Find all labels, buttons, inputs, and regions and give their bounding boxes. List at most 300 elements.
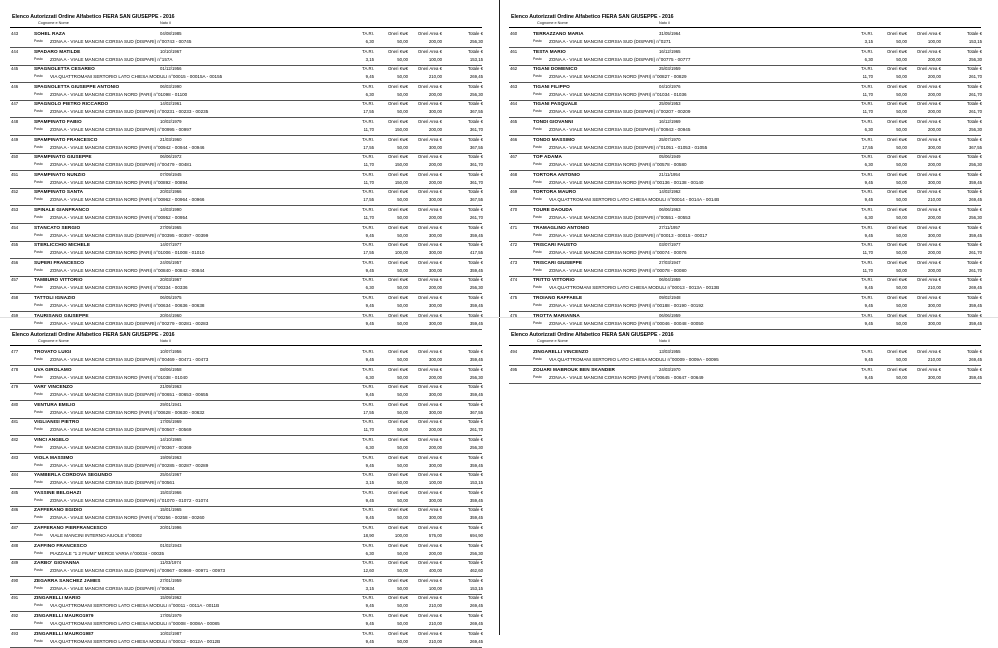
entry-number: 486 [11, 507, 19, 513]
birth-date: 25/07/1970 [659, 136, 681, 142]
oneri-kw-label: Oneri Kw€ [387, 83, 408, 89]
ta-value: 9,45 [365, 357, 374, 362]
post-label: Posto [34, 445, 43, 449]
oneri-kw-label: Oneri Kw€ [387, 48, 408, 54]
ta-label: TA.RI. [362, 419, 374, 425]
ta-value: 9,45 [365, 497, 374, 503]
oneri-area-label: Oneri Area € [417, 66, 442, 72]
ta-label: TA.RI. [362, 154, 374, 160]
post-label: Posto [34, 127, 43, 131]
post-label: Posto [34, 320, 43, 325]
birth-date: 25/03/1959 [659, 66, 681, 72]
ta-value: 6,30 [864, 127, 873, 132]
ta-label: TA.RI. [861, 224, 873, 230]
total-value: 361,70 [469, 162, 483, 168]
oneri-area-value: 200,00 [927, 250, 941, 256]
entry-number: 448 [11, 119, 19, 124]
holder-name: TIGANI PASQUALE [533, 101, 578, 107]
oneri-kw-label: Oneri Kw€ [387, 277, 408, 283]
entry-number: 456 [11, 259, 19, 265]
ta-value: 3,15 [365, 480, 374, 486]
holder-name: ZINGARELLI VINCENZO [533, 349, 589, 354]
total-label: Totale € [966, 366, 982, 372]
birth-date: 06/06/1972 [160, 154, 182, 160]
oneri-kw-value: 50,00 [397, 197, 408, 203]
oneri-area-label: Oneri Area € [417, 277, 442, 283]
entry-number: 443 [11, 31, 19, 36]
birth-date: 21/09/1963 [160, 384, 182, 390]
total-value: 462,60 [469, 568, 483, 574]
entry-number: 452 [11, 189, 19, 195]
total-value: 269,45 [469, 603, 483, 609]
post-label: Posto [533, 285, 542, 290]
oneri-kw-value: 50,00 [896, 197, 907, 203]
oneri-area-value: 300,00 [428, 232, 442, 238]
stall-location: VIA QUATTROMANI SERTORIO LATO CHIESA MODULI n°00008 - 0008A - 00085 [50, 621, 220, 626]
oneri-kw-label: Oneri Kw€ [886, 259, 907, 265]
oneri-area-value: 300,00 [428, 197, 442, 203]
birth-date: 04/10/1976 [659, 83, 681, 89]
ta-value: 11,70 [862, 91, 873, 97]
total-label: Totale € [467, 384, 483, 390]
oneri-kw-value: 50,00 [896, 250, 907, 256]
total-value: 417,55 [469, 250, 483, 256]
list-item [499, 277, 998, 295]
list-item [0, 419, 499, 437]
oneri-kw-value: 150,00 [394, 162, 408, 168]
birth-date: 17/05/1969 [160, 419, 182, 425]
oneri-kw-label: Oneri Kw€ [387, 242, 408, 248]
stall-location: ZONA A - VIALE MANCINI CORSIA SUD (DISPARI) n°00743 - 00745 [50, 39, 192, 44]
birth-date: 24/05/1957 [160, 259, 182, 265]
oneri-area-value: 300,00 [428, 303, 442, 308]
entry-number: 461 [510, 48, 518, 54]
total-label: Totale € [966, 136, 982, 142]
oneri-area-label: Oneri Area € [417, 542, 442, 548]
ta-label: TA.RI. [861, 136, 873, 142]
ta-label: TA.RI. [861, 295, 873, 300]
ta-value: 9,45 [365, 621, 374, 626]
ta-label: TA.RI. [362, 259, 374, 265]
oneri-area-label: Oneri Area € [417, 630, 442, 636]
total-label: Totale € [966, 31, 982, 36]
oneri-kw-label: Oneri Kw€ [886, 66, 907, 72]
ta-label: TA.RI. [362, 401, 374, 407]
stall-location: ZONA A - VIALE MANCINI CORSIA SUD (DISPARI) n°00395 - 00397 - 00399 [50, 232, 209, 238]
entry-number: 489 [11, 560, 19, 566]
stall-location: ZONA A - VIALE MANCINI CORSIA NORD (PARI) n°00952 - 00954 [50, 215, 188, 220]
total-value: 256,30 [968, 162, 982, 168]
ta-label: TA.RI. [861, 66, 873, 72]
ta-value: 18,90 [363, 533, 374, 538]
ta-value: 9,45 [365, 638, 374, 644]
total-value: 261,70 [469, 215, 483, 220]
list-item [499, 31, 998, 49]
total-value: 256,30 [469, 374, 483, 380]
stall-location: ZONA A - VIALE MANCINI CORSIA SUD (DISPARI) n°00013 - 00015 - 00017 [549, 232, 708, 238]
holder-name: VIOLA MASSIMO [34, 454, 74, 460]
list-item [0, 455, 499, 473]
oneri-kw-value: 100,00 [394, 250, 408, 256]
birth-date: 17/05/1979 [160, 613, 182, 618]
oneri-area-value: 210,00 [428, 621, 442, 626]
ta-label: TA.RI. [362, 366, 374, 372]
oneri-kw-value: 50,00 [397, 462, 408, 468]
post-label: Posto [533, 250, 542, 255]
stall-location: ZONA A - VIALE MANCINI CORSIA SUD (DISPARI) n°00207 - 00209 [549, 109, 691, 115]
oneri-kw-label: Oneri Kw€ [387, 507, 408, 513]
ta-label: TA.RI. [861, 101, 873, 107]
entry-number: 492 [11, 613, 19, 618]
post-label: Posto [34, 285, 43, 290]
ta-value: 9,45 [365, 515, 374, 521]
total-value: 359,45 [469, 462, 483, 468]
ta-value: 17,55 [363, 144, 374, 150]
list-item [0, 84, 499, 102]
list-title: Elenco Autorizzati Ordine Alfabetico FIERA SAN GIUSEPPE - 2016 [12, 14, 175, 20]
list-quadrant [0, 318, 499, 644]
oneri-area-value: 300,00 [428, 250, 442, 256]
oneri-area-value: 300,00 [428, 497, 442, 503]
oneri-area-label: Oneri Area € [417, 171, 442, 177]
oneri-area-value: 100,00 [428, 480, 442, 486]
oneri-area-value: 300,00 [927, 144, 941, 150]
oneri-kw-value: 50,00 [896, 179, 907, 185]
oneri-kw-value: 50,00 [397, 550, 408, 556]
stall-location: ZONA A - VIALE MANCINI CORSIA SUD (DISPARI) n°00561 [50, 480, 175, 486]
total-value: 367,55 [469, 197, 483, 203]
total-label: Totale € [966, 66, 982, 72]
entry-number: 455 [11, 242, 19, 248]
oneri-area-label: Oneri Area € [916, 277, 941, 283]
oneri-kw-label: Oneri Kw€ [387, 366, 408, 372]
oneri-kw-value: 50,00 [896, 127, 907, 132]
oneri-area-value: 300,00 [927, 232, 941, 238]
total-label: Totale € [467, 295, 483, 300]
list-item [499, 66, 998, 84]
oneri-area-value: 300,00 [927, 303, 941, 308]
ta-value: 9,45 [864, 374, 873, 380]
birth-date: 08/06/1958 [160, 366, 182, 372]
total-value: 359,45 [968, 179, 982, 185]
holder-name: VENTURA EMILIO [34, 401, 76, 407]
stall-location: ZONA A - VIALE MANCINI CORSIA SUD (DISPARI) n°157A [50, 56, 173, 62]
oneri-area-value: 210,00 [927, 357, 941, 362]
stall-location: ZONA A - VIALE MANCINI CORSIA NORD (PARI) n°00628 - 00630 - 00632 [50, 409, 205, 415]
total-label: Totale € [467, 489, 483, 495]
total-value: 269,45 [968, 197, 982, 203]
holder-name: SPADARO MATILDE [34, 48, 81, 54]
oneri-area-label: Oneri Area € [916, 136, 941, 142]
header-surname: Cognome e Nome [38, 339, 69, 343]
ta-label: TA.RI. [861, 154, 873, 160]
stall-location: VIALE MANCINI INTERNO AIUOLE n°00002 [50, 533, 142, 538]
oneri-area-value: 200,00 [927, 91, 941, 97]
total-value: 256,30 [469, 285, 483, 291]
birth-date: 01/12/1956 [160, 66, 182, 72]
stall-location: ZONA A - VIALE MANCINI CORSIA NORD (PARI) n°00827 - 00829 [549, 74, 687, 80]
birth-date: 20/01/1996 [160, 525, 182, 530]
holder-name: TOP ADAMA [533, 154, 562, 160]
post-label: Posto [34, 515, 43, 520]
ta-value: 6,30 [365, 285, 374, 291]
stall-location: ZONA A - VIALE MANCINI CORSIA NORD (PARI) n°00078 - 00080 [549, 267, 687, 273]
oneri-kw-value: 50,00 [397, 320, 408, 326]
stall-location: ZONA A - VIALE MANCINI CORSIA NORD (PARI) n°00256 - 00258 - 00260 [50, 515, 205, 521]
total-label: Totale € [467, 277, 483, 283]
list-item [499, 172, 998, 190]
birth-date: 15/03/1966 [160, 489, 182, 495]
holder-name: ZARBO' GIOVANNA [34, 560, 80, 566]
ta-label: TA.RI. [861, 312, 873, 318]
total-value: 269,45 [968, 357, 982, 362]
post-label: Posto [533, 197, 542, 202]
list-title: Elenco Autorizzati Ordine Alfabetico FIERA SAN GIUSEPPE - 2016 [12, 332, 175, 338]
oneri-area-label: Oneri Area € [417, 560, 442, 566]
birth-date: 07/09/1945 [160, 171, 182, 177]
oneri-area-value: 100,00 [927, 39, 941, 44]
holder-name: SPAMPINATO NUNZIO [34, 171, 86, 177]
oneri-area-label: Oneri Area € [916, 83, 941, 89]
stall-location: ZONA A - VIALE MANCINI CORSIA NORD (PARI) n°00334 - 00336 [50, 285, 188, 291]
stall-location: ZONA A - VIALE MANCINI CORSIA NORD (PARI) n°00634 - 00636 - 00638 [50, 303, 205, 308]
holder-name: TRISCARI GIUSEPPE [533, 259, 583, 265]
stall-location: ZONA A - VIALE MANCINI CORSIA NORD (PARI) n°00188 - 00190 - 00192 [549, 303, 704, 308]
oneri-area-value: 200,00 [927, 74, 941, 80]
ta-value: 9,45 [864, 303, 873, 308]
ta-value: 11,70 [862, 109, 873, 115]
list-quadrant [499, 0, 998, 326]
ta-label: TA.RI. [362, 189, 374, 195]
oneri-kw-value: 50,00 [397, 497, 408, 503]
ta-value: 17,55 [363, 109, 374, 115]
oneri-kw-value: 50,00 [896, 91, 907, 97]
header-born: Nato il [659, 21, 670, 25]
oneri-area-value: 576,00 [428, 533, 442, 538]
total-value: 361,70 [469, 179, 483, 185]
ta-label: TA.RI. [861, 207, 873, 212]
entry-number: 487 [11, 525, 19, 530]
stall-location: ZONA A - VIALE MANCINI CORSIA NORD (PARI) n°00074 - 00076 [549, 250, 687, 256]
post-label: Posto [533, 374, 542, 379]
oneri-kw-value: 50,00 [896, 109, 907, 115]
stall-location: ZONA A - VIALE MANCINI CORSIA SUD (DISPARI) n°00469 - 00471 - 00473 [50, 357, 209, 362]
holder-name: ZOUARI MABROUK BEN SKANDER [533, 366, 616, 372]
oneri-area-label: Oneri Area € [417, 489, 442, 495]
post-label: Posto [533, 74, 542, 79]
birth-date: 31/05/1964 [659, 31, 681, 36]
ta-label: TA.RI. [362, 613, 374, 618]
ta-value: 17,55 [363, 409, 374, 415]
stall-location: VIA QUATTROMANI SERTORIO LATO CHIESA MODULI n°00015 - 00015A - 00155 [50, 74, 223, 80]
total-label: Totale € [467, 224, 483, 230]
entry-number: 458 [11, 295, 19, 300]
ta-label: TA.RI. [861, 277, 873, 283]
ta-value: 9,45 [365, 320, 374, 326]
oneri-area-label: Oneri Area € [916, 207, 941, 212]
oneri-area-value: 210,00 [428, 603, 442, 609]
ta-value: 6,30 [864, 162, 873, 168]
oneri-kw-label: Oneri Kw€ [387, 613, 408, 618]
stall-location: ZONA A - VIALE MANCINI CORSIA SUD (DISPARI) n°00285 - 00287 - 00289 [50, 462, 209, 468]
oneri-kw-label: Oneri Kw€ [387, 66, 408, 72]
oneri-area-value: 210,00 [927, 197, 941, 203]
post-label: Posto [533, 303, 542, 307]
ta-label: TA.RI. [861, 242, 873, 248]
total-value: 359,45 [968, 374, 982, 380]
post-label: Posto [34, 568, 43, 573]
birth-date: 14/07/1977 [160, 242, 182, 248]
oneri-kw-value: 50,00 [397, 109, 408, 115]
oneri-kw-label: Oneri Kw€ [886, 242, 907, 248]
holder-name: SUPERI FRANCESCO [34, 259, 85, 265]
stall-location: PIAZZALE "1 2 FIUMI" MERCE VARIA n°00034 - 00035 [50, 550, 165, 556]
holder-name: TRITTO VITTORIO [533, 277, 575, 283]
birth-date: 03/07/1977 [659, 242, 681, 248]
oneri-area-value: 200,00 [428, 39, 442, 44]
ta-value: 9,45 [365, 392, 374, 398]
oneri-kw-value: 100,00 [394, 533, 408, 538]
holder-name: SPAMPINATO SANTA [34, 189, 84, 195]
total-value: 256,30 [469, 91, 483, 97]
ta-value: 9,45 [864, 179, 873, 185]
stall-location: ZONA A - VIALE MANCINI CORSIA SUD (DISPARI) n°01051 - 01053 - 01055 [549, 144, 708, 150]
oneri-kw-value: 50,00 [896, 74, 907, 80]
total-value: 261,70 [968, 109, 982, 115]
oneri-kw-label: Oneri Kw€ [886, 312, 907, 318]
oneri-kw-value: 50,00 [397, 303, 408, 308]
list-item [499, 225, 998, 243]
oneri-kw-value: 50,00 [397, 215, 408, 220]
ta-label: TA.RI. [362, 560, 374, 566]
oneri-kw-label: Oneri Kw€ [886, 83, 907, 89]
post-label: Posto [34, 232, 43, 237]
total-label: Totale € [467, 154, 483, 160]
total-label: Totale € [467, 366, 483, 372]
list-item [499, 260, 998, 278]
birth-date: 15/01/1965 [160, 507, 182, 513]
ta-label: TA.RI. [362, 489, 374, 495]
oneri-area-label: Oneri Area € [417, 48, 442, 54]
oneri-kw-value: 50,00 [397, 144, 408, 150]
oneri-kw-value: 50,00 [397, 285, 408, 291]
total-label: Totale € [467, 31, 483, 36]
oneri-kw-value: 50,00 [397, 638, 408, 644]
list-item [0, 277, 499, 295]
oneri-area-label: Oneri Area € [916, 31, 941, 36]
stall-location: ZONA A - VIALE MANCINI CORSIA SUD (DISPARI) n°00231 - 00233 - 00235 [50, 109, 209, 115]
holder-name: TOURE DAOUDA [533, 207, 573, 212]
entry-number: 470 [510, 207, 518, 212]
holder-name: SOHEL RAZA [34, 31, 66, 36]
entry-number: 475 [510, 295, 518, 300]
stall-location: ZONA A - VIALE MANCINI CORSIA NORD (PARI) n°00840 - 00842 - 00844 [50, 267, 205, 273]
total-value: 367,55 [968, 144, 982, 150]
total-value: 261,70 [968, 91, 982, 97]
oneri-kw-label: Oneri Kw€ [387, 577, 408, 583]
ta-label: TA.RI. [362, 171, 374, 177]
oneri-kw-value: 150,00 [394, 179, 408, 185]
list-quadrant [0, 0, 499, 326]
total-value: 269,45 [469, 74, 483, 80]
oneri-kw-value: 50,00 [397, 409, 408, 415]
post-label: Posto [533, 267, 542, 272]
list-item [0, 631, 499, 648]
post-label: Posto [533, 109, 542, 114]
holder-name: ZEGARRA SANCHEZ JAMES [34, 577, 101, 583]
oneri-kw-label: Oneri Kw€ [886, 136, 907, 142]
stall-location: ZONA A - VIALE MANCINI CORSIA SUD (DISPARI) n°00279 - 00281 - 00283 [50, 320, 209, 326]
oneri-kw-label: Oneri Kw€ [387, 384, 408, 390]
oneri-area-value: 200,00 [927, 215, 941, 220]
total-label: Totale € [467, 630, 483, 636]
oneri-area-label: Oneri Area € [417, 136, 442, 142]
post-label: Posto [34, 480, 43, 485]
oneri-area-label: Oneri Area € [417, 525, 442, 530]
oneri-kw-label: Oneri Kw€ [387, 630, 408, 636]
total-value: 359,45 [469, 392, 483, 398]
oneri-area-label: Oneri Area € [916, 189, 941, 195]
oneri-area-label: Oneri Area € [916, 312, 941, 318]
header-rule [509, 27, 981, 28]
birth-date: 06/05/1975 [160, 295, 182, 300]
total-value: 359,45 [469, 303, 483, 308]
oneri-area-label: Oneri Area € [916, 366, 941, 372]
oneri-kw-value: 50,00 [397, 568, 408, 574]
holder-name: VARI' VINCENZO [34, 384, 73, 390]
total-value: 261,70 [469, 427, 483, 433]
list-item [499, 101, 998, 119]
birth-date: 10/02/1979 [160, 119, 182, 124]
birth-date: 27/11/1957 [659, 224, 681, 230]
birth-date: 04/08/1985 [160, 31, 182, 36]
post-label: Posto [34, 250, 43, 255]
ta-label: TA.RI. [362, 136, 374, 142]
holder-name: STANCATO SERGIO [34, 224, 81, 230]
birth-date: 16/12/1965 [659, 48, 681, 54]
total-value: 153,15 [469, 480, 483, 486]
total-label: Totale € [467, 401, 483, 407]
holder-name: SPAMPINATO FABIO [34, 119, 82, 124]
oneri-area-value: 400,00 [428, 568, 442, 574]
holder-name: SPAGNOLETTA CESAREO [34, 66, 95, 72]
oneri-area-label: Oneri Area € [417, 613, 442, 618]
holder-name: SPAMPINATO GIUSEPPE [34, 154, 92, 160]
total-value: 359,45 [469, 515, 483, 521]
ta-label: TA.RI. [861, 349, 873, 354]
total-label: Totale € [467, 472, 483, 478]
list-item [0, 367, 499, 385]
entry-rule [509, 383, 981, 384]
oneri-kw-value: 50,00 [397, 74, 408, 80]
oneri-kw-label: Oneri Kw€ [387, 489, 408, 495]
oneri-area-value: 200,00 [428, 374, 442, 380]
entry-number: 473 [510, 259, 518, 265]
ta-value: 6,30 [365, 550, 374, 556]
oneri-kw-value: 50,00 [896, 357, 907, 362]
post-label: Posto [34, 91, 43, 96]
ta-label: TA.RI. [362, 101, 374, 107]
oneri-kw-value: 50,00 [896, 56, 907, 62]
holder-name: ZINGARELLI MAURO1979 [34, 613, 94, 618]
oneri-kw-value: 50,00 [896, 374, 907, 380]
post-label: Posto [533, 162, 542, 167]
oneri-kw-label: Oneri Kw€ [886, 349, 907, 354]
holder-name: TONDI GIOVANNI [533, 119, 574, 124]
total-label: Totale € [467, 119, 483, 124]
holder-name: TROVATO LUIGI [34, 349, 72, 354]
ta-label: TA.RI. [861, 119, 873, 124]
